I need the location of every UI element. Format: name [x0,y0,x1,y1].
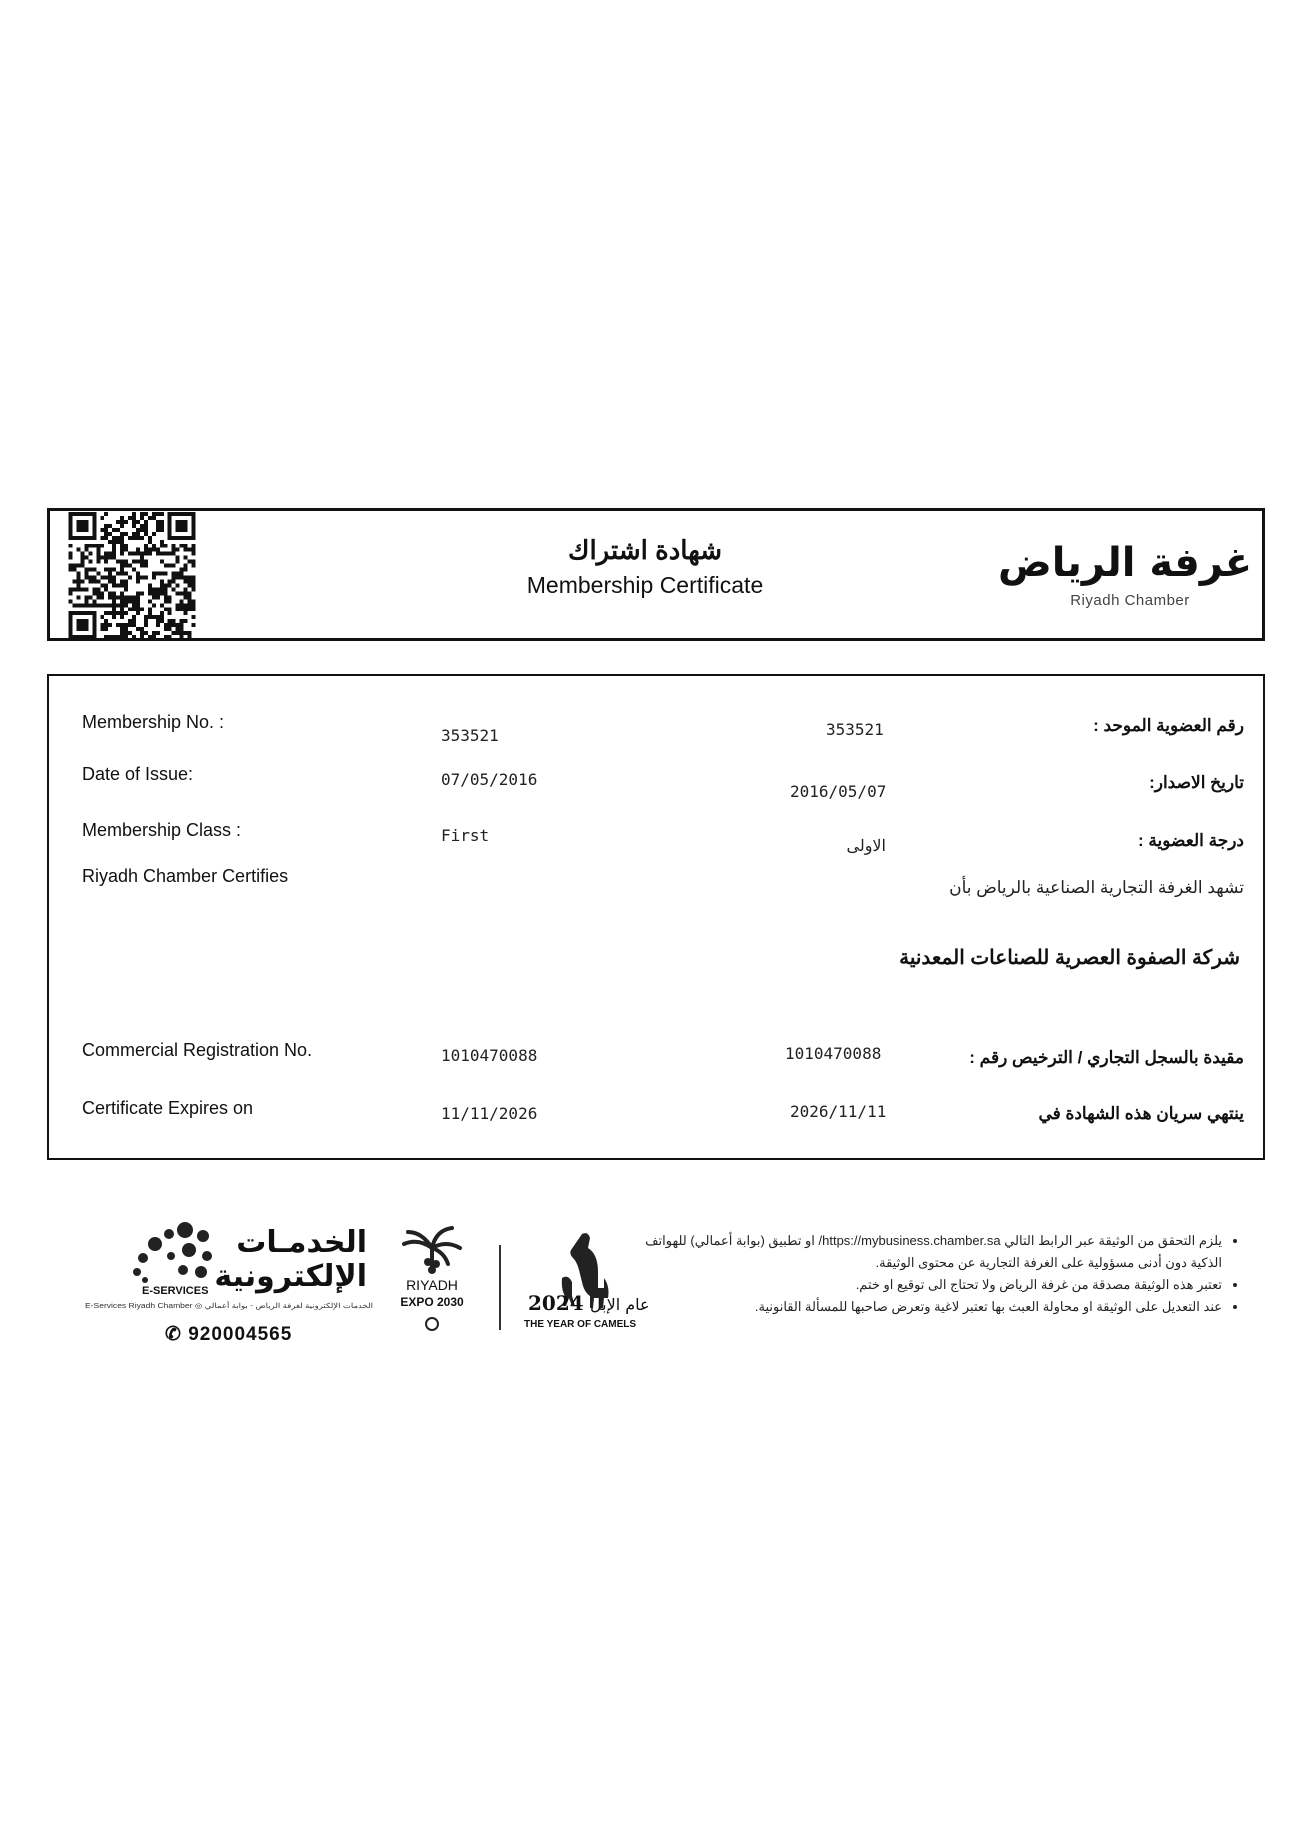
footer-notes [640,1230,1240,1318]
eservices-en: E-SERVICES [142,1285,209,1297]
eservices-ar-line2: الإلكترونية [214,1259,367,1294]
camel-year: 2024 [528,1291,584,1315]
title-english: Membership Certificate [526,572,764,598]
company-name: شركة الصفوة العصرية للصناعات المعدنية [899,947,1240,969]
riyadh-chamber-logo-text: غرفة الرياض [997,540,1253,586]
expires-label: Certificate Expires on [82,1098,254,1118]
commercial-registration-value: 1010470088 [441,1046,538,1065]
expo-riyadh: RIYADH [406,1277,458,1293]
date-of-issue-value-ar: 2016/05/07 [790,782,887,801]
footer-note-2: • تعتبر هذه الوثيقة مصدقة من غرفة الرياض ولا تحتاج الى توقيع او ختم. [640,1274,1222,1296]
date-of-issue-label-ar: تاريخ الاصدار: [1149,773,1244,792]
riyadh-expo-logo [392,1222,472,1340]
expo-text: EXPO 2030 [400,1295,464,1309]
logo-caption: Riyadh Chamber [1070,592,1190,609]
phone-number[interactable] [165,1323,292,1346]
membership-class-label: Membership Class : [82,820,242,840]
phone-value: 920004565 [188,1324,293,1345]
camel-logo-ar: عام الإبل [590,1295,650,1314]
footer-note-1: • يلزم التحقق من الوثيقة عبر الرابط التالي https://mybusiness.chamber.sa/ او تطبيق (بوابة أعمالي) للهواتف الذكية دون أدنى مسؤولية على الغرفة التجارية عن محتوى الوثيقة. [640,1230,1222,1274]
footer-note-3: • عند التعديل على الوثيقة او محاولة العبث بها تعتبر لاغية وتعرض صاحبها للمسألة القانونية. [640,1296,1222,1318]
expires-value-ar: 2026/11/11 [790,1102,887,1121]
phone-icon: ✆ [165,1324,189,1345]
date-of-issue-label: Date of Issue: [82,764,194,784]
eservices-caption: E-Services Riyadh Chamber ◎ الخدمات الإلكترونية لغرفة الرياض - بوابة أعمالي [85,1303,343,1310]
eservices-ar-line1: الخدمـات [236,1225,367,1260]
membership-class-value: First [441,826,490,845]
date-of-issue-value: 07/05/2016 [441,770,538,789]
eservices-dots-icon [133,1222,212,1283]
membership-no-value-ar: 353521 [826,720,884,739]
commercial-registration-label-ar: مقيدة بالسجل التجاري / الترخيص رقم : [969,1048,1244,1067]
expires-label-ar: ينتهي سريان هذه الشهادة في [1038,1104,1244,1123]
membership-no-label: Membership No. : [82,712,225,732]
expires-value: 11/11/2026 [441,1104,538,1123]
title-arabic: شهادة اشتراك [568,535,722,565]
membership-no-label-ar: رقم العضوية الموحد : [1093,716,1244,735]
membership-no-value: 353521 [441,726,499,745]
details-box [47,674,1265,1160]
membership-class-value-ar: الاولى [846,838,886,855]
certifies-label-ar: تشهد الغرفة التجارية الصناعية بالرياض بأن [949,878,1244,897]
commercial-registration-label: Commercial Registration No. [82,1040,313,1060]
footer-divider [499,1245,501,1330]
year-of-camels-logo [520,1228,655,1333]
camel-logo-en: THE YEAR OF CAMELS [524,1319,637,1330]
qr-code[interactable] [68,512,196,639]
palm-icon [404,1228,460,1270]
membership-class-label-ar: درجة العضوية : [1138,831,1244,850]
commercial-registration-value-ar: 1010470088 [785,1044,882,1063]
certifies-label: Riyadh Chamber Certifies [82,866,289,886]
